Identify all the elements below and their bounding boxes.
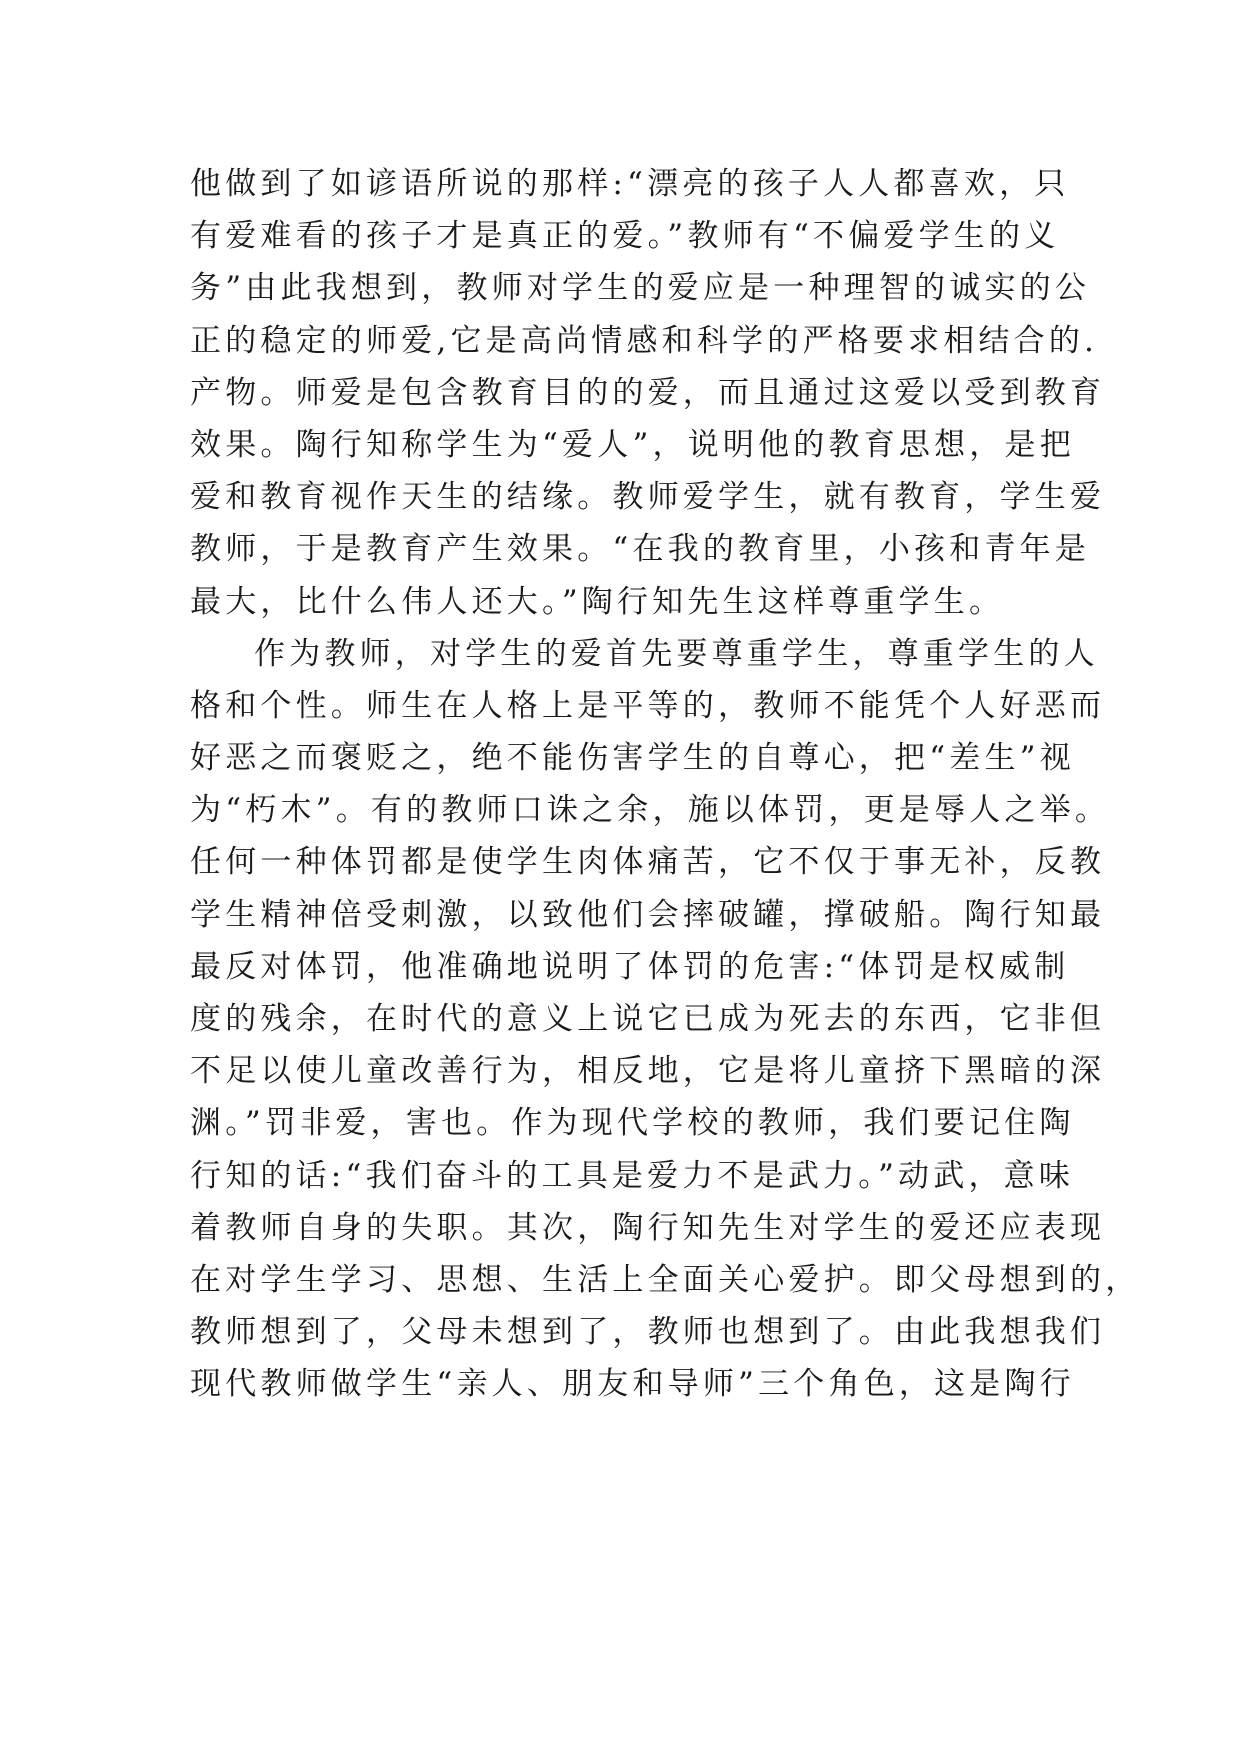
text-line: 最大，比什么伟人还大。”陶行知先生这样尊重学生。: [190, 583, 1005, 620]
text-line: 渊。”罚非爱，害也。作为现代学校的教师，我们要记住陶: [190, 1105, 1075, 1142]
text-line: 着教师自身的失职。其次，陶行知先生对学生的爱还应表现: [190, 1209, 1106, 1246]
text-line: 任何一种体罚都是使学生肉体痛苦，它不仅于事无补，反教: [190, 844, 1106, 881]
text-line: 有爱难看的孩子才是真正的爱。”教师有“不偏爱学生的义: [190, 218, 1060, 255]
text-line: 好恶之而褒贬之，绝不能伤害学生的自尊心，把“差生”视: [190, 740, 1075, 777]
text-line: 教师，于是教育产生效果。“在我的教育里，小孩和青年是: [190, 531, 1091, 568]
text-line: 最反对体罚，他准确地说明了体罚的危害:“体罚是权威制: [190, 948, 1070, 985]
text-line: 行知的话:“我们奋斗的工具是爱力不是武力。”动武，意味: [190, 1157, 1075, 1194]
paragraph-start-line: 作为教师，对学生的爱首先要尊重学生，尊重学生的人: [254, 635, 1099, 672]
text-line: 务”由此我想到，教师对学生的爱应是一种理智的诚实的公: [190, 270, 1091, 307]
text-line: 不足以使儿童改善行为，相反地，它是将儿童挤下黑暗的深: [190, 1053, 1106, 1090]
body-text: [190, 158, 1141, 1411]
text-line: 爱和教育视作天生的结缘。教师爱学生，就有教育，学生爱: [190, 479, 1106, 516]
text-line: 效果。陶行知称学生为“爱人”，说明他的教育思想，是把: [190, 426, 1075, 463]
text-line: 在对学生学习、思想、生活上全面关心爱护。即父母想到的，: [190, 1261, 1141, 1298]
text-line: 为“朽木”。有的教师口诛之余，施以体罚，更是辱人之举。: [190, 792, 1111, 829]
text-line: 度的残余，在时代的意义上说它已成为死去的东西，它非但: [190, 1001, 1106, 1037]
text-line: 正的稳定的师爱,它是高尚情感和科学的严格要求相结合的.: [190, 322, 1099, 359]
text-line: 学生精神倍受刺激，以致他们会摔破罐，撑破船。陶行知最: [190, 896, 1106, 933]
text-line: 现代教师做学生“亲人、朋友和导师”三个角色，这是陶行: [190, 1366, 1075, 1403]
text-line: 格和个性。师生在人格上是平等的，教师不能凭个人好恶而: [190, 687, 1106, 724]
text-line: 教师想到了，父母未想到了，教师也想到了。由此我想我们: [190, 1314, 1106, 1351]
text-line: 产物。师爱是包含教育目的的爱，而且通过这爱以受到教育: [190, 374, 1106, 411]
text-line: 他做到了如谚语所说的那样:“漂亮的孩子人人都喜欢，只: [190, 166, 1070, 202]
